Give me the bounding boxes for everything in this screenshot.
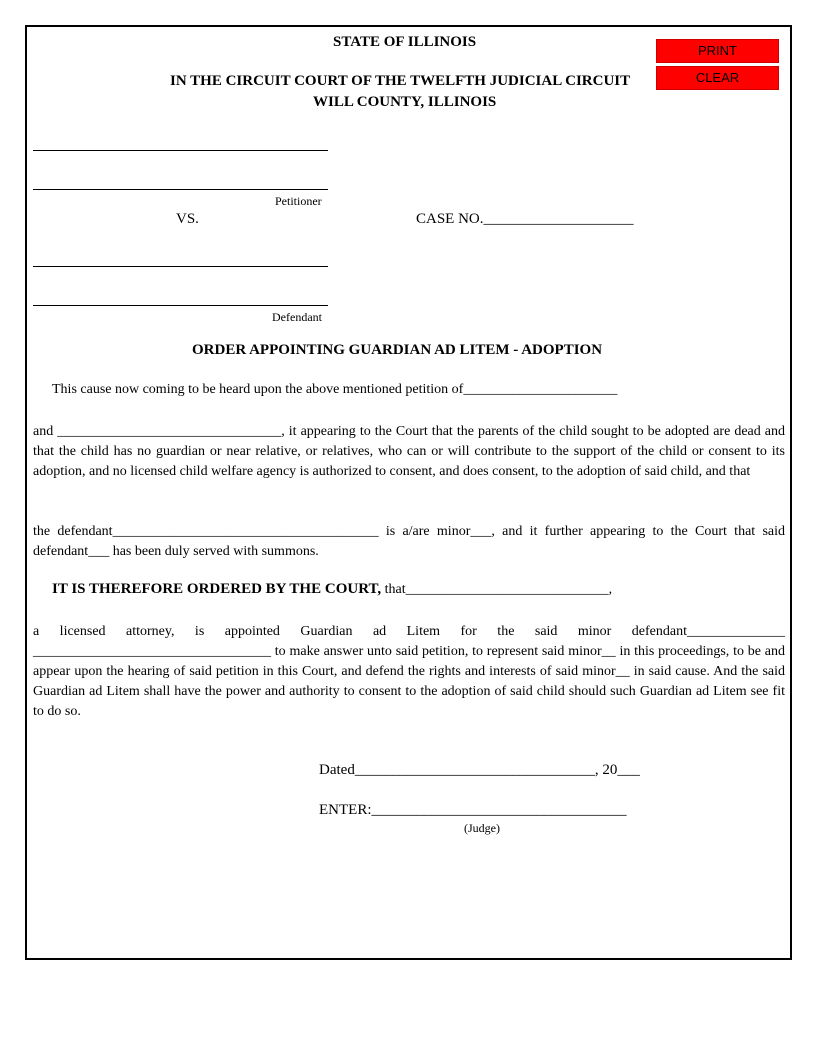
- clear-button[interactable]: CLEAR: [656, 66, 779, 90]
- versus-label: VS.: [176, 211, 199, 227]
- defendant-line-2[interactable]: [33, 305, 328, 306]
- judge-label: (Judge): [464, 821, 500, 835]
- court-heading: IN THE CIRCUIT COURT OF THE TWELFTH JUDICIAL CIRCUIT: [170, 73, 631, 89]
- state-heading: STATE OF ILLINOIS: [333, 34, 477, 50]
- petitioner-line-1[interactable]: [33, 150, 328, 151]
- order-lead-text: IT IS THEREFORE ORDERED BY THE COURT,: [52, 581, 382, 597]
- paragraph-defendant: the defendant______________________________________ is a/are minor___, and it further appearing to the Court that said defendant___ has been duly served with summons.: [33, 524, 785, 559]
- print-button[interactable]: PRINT: [656, 39, 779, 63]
- paragraph-parents: and ________________________________, it appearing to the Court that the parents of the child sought to be adopted are dead and that the child has no guardian or near relative, or relatives, who can or will contribute to the support of the child or consent to its adoption, and no licensed child welfare agency is authorized to consent, and does consent, to the adoption of said child, and that: [33, 424, 785, 479]
- order-rest-text: that_____________________________,: [381, 582, 613, 597]
- county-heading: WILL COUNTY, ILLINOIS: [313, 94, 497, 110]
- order-line: [52, 581, 612, 598]
- petitioner-line-2[interactable]: [33, 189, 328, 190]
- case-number-field[interactable]: CASE NO.____________________: [416, 211, 634, 227]
- dated-field[interactable]: Dated________________________________, 20___: [319, 762, 640, 778]
- defendant-line-1[interactable]: [33, 266, 328, 267]
- defendant-label: Defendant: [272, 310, 322, 324]
- document-page: [25, 25, 792, 960]
- enter-judge-signature-field[interactable]: ENTER:__________________________________: [319, 802, 627, 818]
- order-title: ORDER APPOINTING GUARDIAN AD LITEM - ADOPTION: [192, 342, 603, 358]
- paragraph-guardian: a licensed attorney, is appointed Guardian ad Litem for the said minor defendant______________ __________________________________ to make answer unto said petition, to represent said minor__ in this proceedings, to be and appear upon the hearing of said petition in this Court, and defend the rights and interests of said minor__ in said cause. And the said Guardian ad Litem shall have the power and authority to consent to the adoption of said child should such Guardian ad Litem see fit to do so.: [33, 624, 785, 719]
- paragraph-petition: This cause now coming to be heard upon the above mentioned petition of______________________: [52, 382, 618, 397]
- petitioner-label: Petitioner: [275, 194, 322, 208]
